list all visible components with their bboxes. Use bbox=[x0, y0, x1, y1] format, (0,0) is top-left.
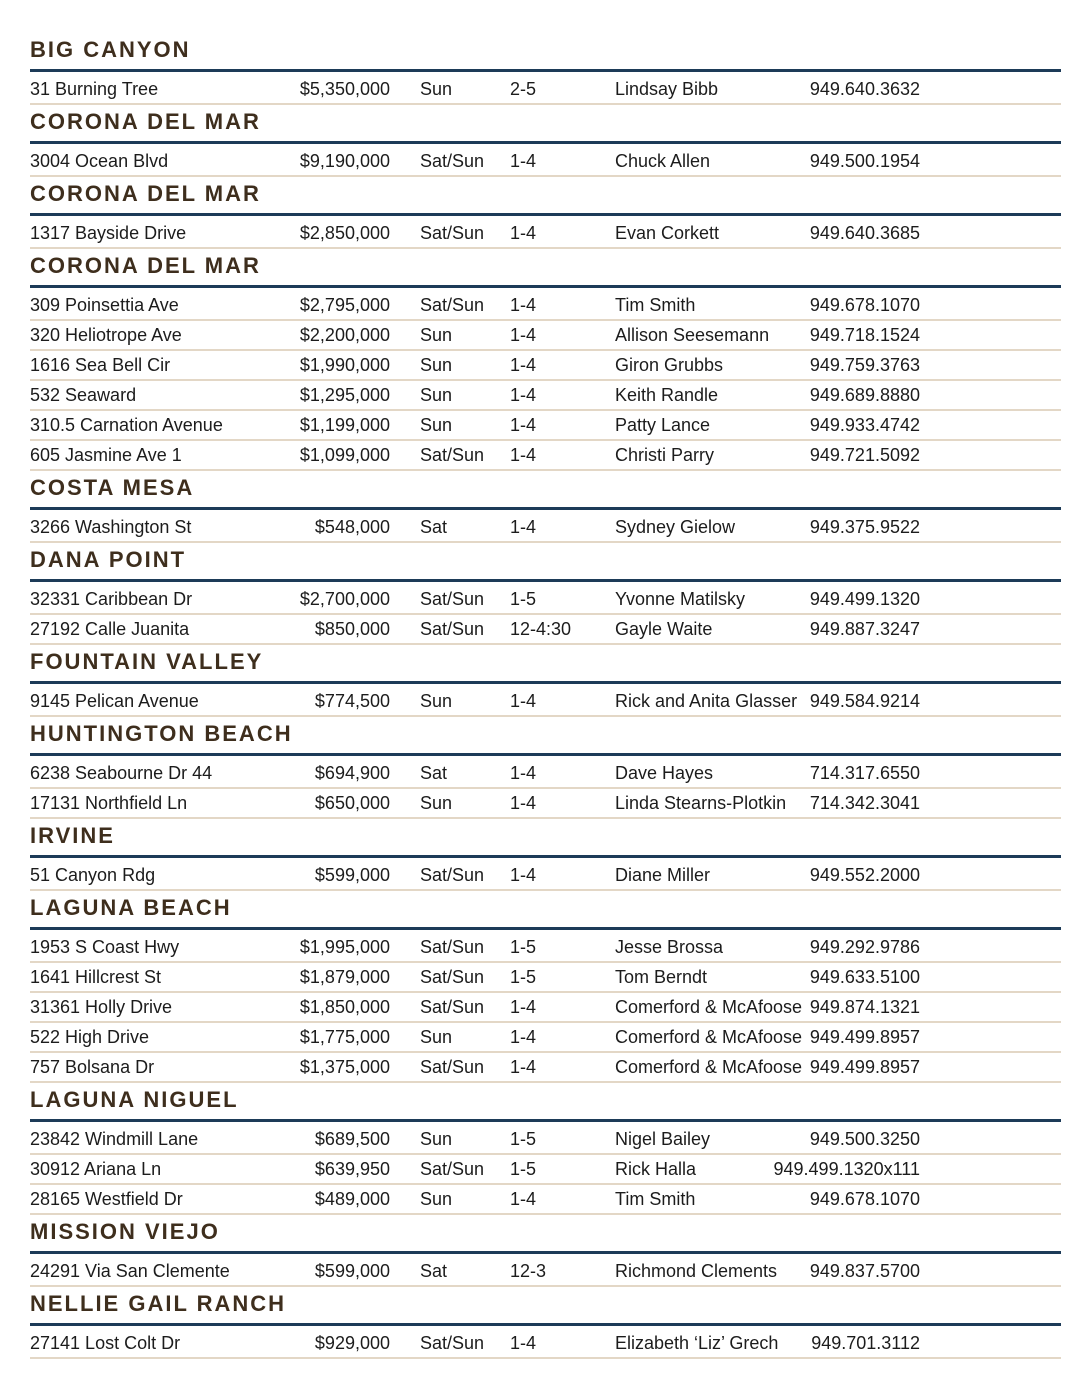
phone-cell: 949.499.8957 bbox=[809, 1057, 920, 1077]
section-header-city: DANA POINT bbox=[30, 543, 1061, 582]
price-cell: $650,000 bbox=[314, 793, 390, 813]
agent-cell: Lindsay Bibb bbox=[615, 79, 719, 99]
agent-phone-group bbox=[615, 517, 920, 537]
days-cell: Sun bbox=[420, 1129, 453, 1149]
time-cell: 1-4 bbox=[510, 1027, 537, 1047]
address-cell: 17131 Northfield Ln bbox=[30, 793, 188, 813]
agent-cell: Nigel Bailey bbox=[615, 1129, 711, 1149]
price-cell: $639,950 bbox=[314, 1159, 390, 1179]
days-cell: Sat/Sun bbox=[420, 1057, 485, 1077]
section-rows bbox=[30, 72, 1061, 105]
agent-phone-group bbox=[615, 325, 920, 345]
time-cell: 1-4 bbox=[510, 325, 537, 345]
city-section bbox=[30, 1287, 1061, 1359]
address-cell: 24291 Via San Clemente bbox=[30, 1261, 230, 1281]
agent-phone-group bbox=[615, 1057, 920, 1077]
listing-row bbox=[30, 75, 1061, 105]
section-rows bbox=[30, 684, 1061, 717]
time-cell: 1-4 bbox=[510, 793, 537, 813]
listing-row bbox=[30, 585, 1061, 615]
price-cell: $9,190,000 bbox=[299, 151, 390, 171]
phone-cell: 714.342.3041 bbox=[809, 793, 920, 813]
phone-cell: 949.721.5092 bbox=[809, 445, 920, 465]
days-cell: Sun bbox=[420, 691, 453, 711]
city-section bbox=[30, 717, 1061, 819]
city-section bbox=[30, 645, 1061, 717]
agent-phone-group bbox=[615, 865, 920, 885]
listing-row bbox=[30, 963, 1061, 993]
listing-row bbox=[30, 933, 1061, 963]
listing-row bbox=[30, 789, 1061, 819]
phone-cell: 949.640.3685 bbox=[809, 223, 920, 243]
agent-cell: Patty Lance bbox=[615, 415, 711, 435]
phone-cell: 949.678.1070 bbox=[809, 1189, 920, 1209]
address-cell: 28165 Westfield Dr bbox=[30, 1189, 183, 1209]
agent-phone-group bbox=[615, 589, 920, 609]
days-cell: Sun bbox=[420, 385, 453, 405]
price-cell: $2,850,000 bbox=[299, 223, 390, 243]
listing-row bbox=[30, 147, 1061, 177]
listing-row bbox=[30, 321, 1061, 351]
days-cell: Sat/Sun bbox=[420, 151, 485, 171]
time-cell: 1-4 bbox=[510, 151, 537, 171]
listing-row bbox=[30, 1257, 1061, 1287]
days-cell: Sat/Sun bbox=[420, 1333, 485, 1353]
price-cell: $5,350,000 bbox=[299, 79, 390, 99]
price-cell: $1,295,000 bbox=[299, 385, 390, 405]
price-cell: $2,700,000 bbox=[299, 589, 390, 609]
time-cell: 1-4 bbox=[510, 415, 537, 435]
listing-row bbox=[30, 513, 1061, 543]
agent-phone-group bbox=[615, 763, 920, 783]
city-section bbox=[30, 1215, 1061, 1287]
agent-cell: Dave Hayes bbox=[615, 763, 714, 783]
listing-row bbox=[30, 759, 1061, 789]
address-cell: 9145 Pelican Avenue bbox=[30, 691, 199, 711]
agent-cell: Comerford & McAfoose bbox=[615, 1027, 803, 1047]
phone-cell: 949.499.1320 bbox=[809, 589, 920, 609]
phone-cell: 714.317.6550 bbox=[809, 763, 920, 783]
days-cell: Sat/Sun bbox=[420, 967, 485, 987]
days-cell: Sun bbox=[420, 79, 453, 99]
section-header-city: CORONA DEL MAR bbox=[30, 249, 1061, 288]
agent-cell: Chuck Allen bbox=[615, 151, 711, 171]
phone-cell: 949.375.9522 bbox=[809, 517, 920, 537]
price-cell: $1,199,000 bbox=[299, 415, 390, 435]
city-section bbox=[30, 1083, 1061, 1215]
agent-phone-group bbox=[615, 937, 920, 957]
city-section bbox=[30, 471, 1061, 543]
city-section bbox=[30, 819, 1061, 891]
price-cell: $689,500 bbox=[314, 1129, 390, 1149]
section-header-city: COSTA MESA bbox=[30, 471, 1061, 510]
section-rows bbox=[30, 582, 1061, 645]
agent-phone-group bbox=[615, 967, 920, 987]
time-cell: 1-4 bbox=[510, 355, 537, 375]
time-cell: 1-4 bbox=[510, 223, 537, 243]
days-cell: Sat bbox=[420, 763, 448, 783]
price-cell: $1,775,000 bbox=[299, 1027, 390, 1047]
days-cell: Sun bbox=[420, 355, 453, 375]
address-cell: 1953 S Coast Hwy bbox=[30, 937, 180, 957]
agent-phone-group bbox=[615, 1189, 920, 1209]
agent-cell: Tom Berndt bbox=[615, 967, 708, 987]
days-cell: Sun bbox=[420, 1189, 453, 1209]
agent-cell: Rick Halla bbox=[615, 1159, 697, 1179]
section-rows bbox=[30, 858, 1061, 891]
agent-phone-group bbox=[615, 355, 920, 375]
time-cell: 1-4 bbox=[510, 517, 537, 537]
address-cell: 32331 Caribbean Dr bbox=[30, 589, 193, 609]
section-header-city: IRVINE bbox=[30, 819, 1061, 858]
days-cell: Sat bbox=[420, 517, 448, 537]
phone-cell: 949.718.1524 bbox=[809, 325, 920, 345]
time-cell: 1-5 bbox=[510, 1159, 537, 1179]
address-cell: 51 Canyon Rdg bbox=[30, 865, 156, 885]
time-cell: 1-4 bbox=[510, 385, 537, 405]
phone-cell: 949.633.5100 bbox=[809, 967, 920, 987]
section-rows bbox=[30, 1122, 1061, 1215]
listing-row bbox=[30, 861, 1061, 891]
time-cell: 12-3 bbox=[510, 1261, 547, 1281]
phone-cell: 949.887.3247 bbox=[809, 619, 920, 639]
agent-cell: Gayle Waite bbox=[615, 619, 713, 639]
address-cell: 31361 Holly Drive bbox=[30, 997, 173, 1017]
phone-cell: 949.499.1320x111 bbox=[773, 1159, 920, 1179]
address-cell: 27192 Calle Juanita bbox=[30, 619, 190, 639]
time-cell: 1-4 bbox=[510, 445, 537, 465]
days-cell: Sat/Sun bbox=[420, 589, 485, 609]
address-cell: 1317 Bayside Drive bbox=[30, 223, 187, 243]
listing-row bbox=[30, 615, 1061, 645]
agent-phone-group bbox=[615, 793, 920, 813]
phone-cell: 949.933.4742 bbox=[809, 415, 920, 435]
agent-cell: Yvonne Matilsky bbox=[615, 589, 746, 609]
time-cell: 1-5 bbox=[510, 589, 537, 609]
price-cell: $774,500 bbox=[314, 691, 390, 711]
section-header-city: BIG CANYON bbox=[30, 33, 1061, 72]
agent-phone-group bbox=[615, 691, 920, 711]
time-cell: 1-4 bbox=[510, 865, 537, 885]
price-cell: $850,000 bbox=[314, 619, 390, 639]
address-cell: 31 Burning Tree bbox=[30, 79, 159, 99]
phone-cell: 949.499.8957 bbox=[809, 1027, 920, 1047]
days-cell: Sat/Sun bbox=[420, 865, 485, 885]
agent-phone-group bbox=[615, 1129, 920, 1149]
time-cell: 1-4 bbox=[510, 997, 537, 1017]
listing-row bbox=[30, 441, 1061, 471]
price-cell: $599,000 bbox=[314, 1261, 390, 1281]
city-section bbox=[30, 177, 1061, 249]
listing-row bbox=[30, 219, 1061, 249]
agent-phone-group bbox=[615, 295, 920, 315]
price-cell: $1,995,000 bbox=[299, 937, 390, 957]
phone-cell: 949.689.8880 bbox=[809, 385, 920, 405]
address-cell: 27141 Lost Colt Dr bbox=[30, 1333, 181, 1353]
agent-cell: Rick and Anita Glasser bbox=[615, 691, 798, 711]
price-cell: $1,879,000 bbox=[299, 967, 390, 987]
section-header-city: HUNTINGTON BEACH bbox=[30, 717, 1061, 756]
phone-cell: 949.678.1070 bbox=[809, 295, 920, 315]
agent-cell: Sydney Gielow bbox=[615, 517, 736, 537]
days-cell: Sun bbox=[420, 793, 453, 813]
price-cell: $1,850,000 bbox=[299, 997, 390, 1017]
listing-row bbox=[30, 291, 1061, 321]
section-header-city: FOUNTAIN VALLEY bbox=[30, 645, 1061, 684]
listing-row bbox=[30, 993, 1061, 1023]
agent-cell: Elizabeth ‘Liz’ Grech bbox=[615, 1333, 779, 1353]
address-cell: 6238 Seabourne Dr 44 bbox=[30, 763, 213, 783]
days-cell: Sun bbox=[420, 325, 453, 345]
price-cell: $2,795,000 bbox=[299, 295, 390, 315]
price-cell: $1,375,000 bbox=[299, 1057, 390, 1077]
days-cell: Sat/Sun bbox=[420, 223, 485, 243]
listing-row bbox=[30, 1155, 1061, 1185]
phone-cell: 949.701.3112 bbox=[811, 1333, 920, 1353]
agent-cell: Allison Seesemann bbox=[615, 325, 770, 345]
address-cell: 532 Seaward bbox=[30, 385, 137, 405]
address-cell: 3266 Washington St bbox=[30, 517, 192, 537]
listing-row bbox=[30, 1125, 1061, 1155]
agent-phone-group bbox=[615, 445, 920, 465]
phone-cell: 949.584.9214 bbox=[809, 691, 920, 711]
time-cell: 2-5 bbox=[510, 79, 537, 99]
section-rows bbox=[30, 1254, 1061, 1287]
city-section bbox=[30, 33, 1061, 105]
agent-phone-group bbox=[615, 385, 920, 405]
time-cell: 1-4 bbox=[510, 1189, 537, 1209]
listing-row bbox=[30, 687, 1061, 717]
section-rows bbox=[30, 216, 1061, 249]
section-rows bbox=[30, 288, 1061, 471]
address-cell: 3004 Ocean Blvd bbox=[30, 151, 169, 171]
address-cell: 23842 Windmill Lane bbox=[30, 1129, 199, 1149]
days-cell: Sat/Sun bbox=[420, 1159, 485, 1179]
city-section bbox=[30, 891, 1061, 1083]
address-cell: 1616 Sea Bell Cir bbox=[30, 355, 171, 375]
phone-cell: 949.552.2000 bbox=[809, 865, 920, 885]
agent-cell: Giron Grubbs bbox=[615, 355, 724, 375]
listing-row bbox=[30, 1053, 1061, 1083]
section-rows bbox=[30, 930, 1061, 1083]
agent-cell: Evan Corkett bbox=[615, 223, 720, 243]
price-cell: $489,000 bbox=[314, 1189, 390, 1209]
section-header-city: LAGUNA NIGUEL bbox=[30, 1083, 1061, 1122]
section-header-city: LAGUNA BEACH bbox=[30, 891, 1061, 930]
agent-cell: Keith Randle bbox=[615, 385, 719, 405]
price-cell: $548,000 bbox=[314, 517, 390, 537]
section-rows bbox=[30, 144, 1061, 177]
agent-phone-group bbox=[615, 1159, 920, 1179]
section-rows bbox=[30, 1326, 1061, 1359]
days-cell: Sun bbox=[420, 415, 453, 435]
agent-phone-group bbox=[615, 79, 920, 99]
agent-phone-group bbox=[615, 1333, 920, 1353]
agent-cell: Diane Miller bbox=[615, 865, 711, 885]
phone-cell: 949.874.1321 bbox=[809, 997, 920, 1017]
phone-cell: 949.500.1954 bbox=[809, 151, 920, 171]
agent-phone-group bbox=[615, 151, 920, 171]
agent-phone-group bbox=[615, 1027, 920, 1047]
agent-cell: Linda Stearns-Plotkin bbox=[615, 793, 787, 813]
phone-cell: 949.500.3250 bbox=[809, 1129, 920, 1149]
price-cell: $1,990,000 bbox=[299, 355, 390, 375]
agent-phone-group bbox=[615, 415, 920, 435]
days-cell: Sat bbox=[420, 1261, 448, 1281]
listing-row bbox=[30, 351, 1061, 381]
section-header-city: NELLIE GAIL RANCH bbox=[30, 1287, 1061, 1326]
time-cell: 1-4 bbox=[510, 1333, 537, 1353]
listing-row bbox=[30, 1329, 1061, 1359]
section-rows bbox=[30, 756, 1061, 819]
city-section bbox=[30, 249, 1061, 471]
city-section bbox=[30, 105, 1061, 177]
days-cell: Sat/Sun bbox=[420, 937, 485, 957]
agent-cell: Comerford & McAfoose bbox=[615, 1057, 803, 1077]
time-cell: 1-5 bbox=[510, 967, 537, 987]
address-cell: 30912 Ariana Ln bbox=[30, 1159, 162, 1179]
section-header-city: CORONA DEL MAR bbox=[30, 177, 1061, 216]
address-cell: 605 Jasmine Ave 1 bbox=[30, 445, 182, 465]
address-cell: 757 Bolsana Dr bbox=[30, 1057, 155, 1077]
time-cell: 1-4 bbox=[510, 1057, 537, 1077]
section-rows bbox=[30, 510, 1061, 543]
agent-cell: Christi Parry bbox=[615, 445, 715, 465]
address-cell: 320 Heliotrope Ave bbox=[30, 325, 182, 345]
city-section bbox=[30, 543, 1061, 645]
days-cell: Sat/Sun bbox=[420, 997, 485, 1017]
days-cell: Sat/Sun bbox=[420, 445, 485, 465]
agent-cell: Jesse Brossa bbox=[615, 937, 724, 957]
address-cell: 310.5 Carnation Avenue bbox=[30, 415, 223, 435]
price-cell: $694,900 bbox=[314, 763, 390, 783]
days-cell: Sat/Sun bbox=[420, 619, 485, 639]
time-cell: 1-4 bbox=[510, 691, 537, 711]
phone-cell: 949.837.5700 bbox=[809, 1261, 920, 1281]
price-cell: $929,000 bbox=[314, 1333, 390, 1353]
time-cell: 1-4 bbox=[510, 763, 537, 783]
price-cell: $1,099,000 bbox=[299, 445, 390, 465]
listing-row bbox=[30, 381, 1061, 411]
agent-phone-group bbox=[615, 1261, 920, 1281]
price-cell: $2,200,000 bbox=[299, 325, 390, 345]
agent-cell: Tim Smith bbox=[615, 1189, 696, 1209]
agent-cell: Comerford & McAfoose bbox=[615, 997, 803, 1017]
listing-row bbox=[30, 1185, 1061, 1215]
address-cell: 1641 Hillcrest St bbox=[30, 967, 162, 987]
phone-cell: 949.292.9786 bbox=[809, 937, 920, 957]
agent-phone-group bbox=[615, 619, 920, 639]
time-cell: 1-5 bbox=[510, 1129, 537, 1149]
address-cell: 522 High Drive bbox=[30, 1027, 150, 1047]
agent-phone-group bbox=[615, 223, 920, 243]
time-cell: 12-4:30 bbox=[510, 619, 572, 639]
days-cell: Sat/Sun bbox=[420, 295, 485, 315]
phone-cell: 949.640.3632 bbox=[809, 79, 920, 99]
agent-cell: Tim Smith bbox=[615, 295, 696, 315]
days-cell: Sun bbox=[420, 1027, 453, 1047]
time-cell: 1-5 bbox=[510, 937, 537, 957]
listing-row bbox=[30, 1023, 1061, 1053]
agent-cell: Richmond Clements bbox=[615, 1261, 778, 1281]
section-header-city: MISSION VIEJO bbox=[30, 1215, 1061, 1254]
price-cell: $599,000 bbox=[314, 865, 390, 885]
time-cell: 1-4 bbox=[510, 295, 537, 315]
phone-cell: 949.759.3763 bbox=[809, 355, 920, 375]
listing-row bbox=[30, 411, 1061, 441]
agent-phone-group bbox=[615, 997, 920, 1017]
section-header-city: CORONA DEL MAR bbox=[30, 105, 1061, 144]
address-cell: 309 Poinsettia Ave bbox=[30, 295, 179, 315]
